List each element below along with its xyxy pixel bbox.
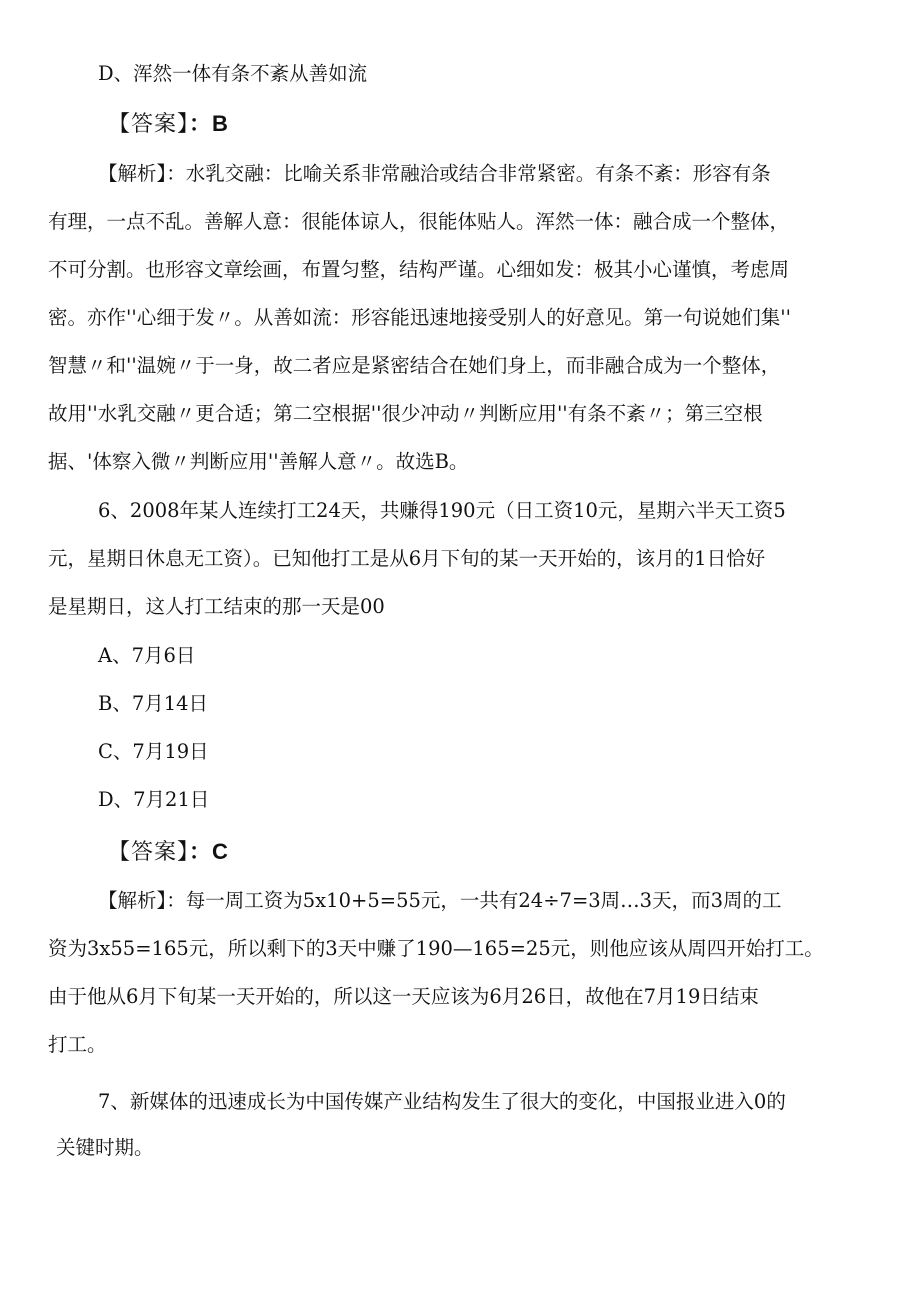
q5-analysis-label: 【解析】 — [98, 162, 167, 185]
q5-answer-value: ：B — [189, 111, 229, 136]
q6-option-b: B、7月14日 — [98, 692, 209, 715]
q5-analysis-line-6: 故用''水乳交融〃更合适；第二空根据''很少冲动〃判断应用''有条不紊〃；第三空根 — [48, 402, 763, 425]
q6-answer-label: 【答案】 — [108, 839, 190, 864]
prev-option-d: D、浑然一体有条不紊从善如流 — [98, 62, 368, 85]
q6-analysis-line-2: 资为3x55=165元，所以剩下的3天中赚了190—165=25元，则他应该从周四开始打工。 — [48, 937, 824, 960]
q6-question-line-2: 元，星期日休息无工资）。已知他打工是从6月下旬的某一天开始的，该月的1日恰好 — [48, 547, 766, 570]
q6-option-d: D、7月21日 — [98, 788, 210, 811]
q5-analysis-line-4: 密。亦作''心细于发〃。从善如流：形容能迅速地接受别人的好意见。第一句说她们集'' — [48, 306, 791, 329]
q6-analysis-label: 【解析】 — [98, 889, 167, 912]
q6-question-line-1: 6、2008年某人连续打工24天，共赚得190元（日工资10元，星期六半天工资5 — [98, 499, 786, 522]
q5-analysis-line-3: 不可分割。也形容文章绘画，布置匀整，结构严谨。心细如发：极其小心谨慎，考虑周 — [48, 258, 790, 281]
q7-question-line-1: 7、新媒体的迅速成长为中国传媒产业结构发生了很大的变化，中国报业进入0的 — [98, 1090, 786, 1113]
q6-analysis-line-4: 打工。 — [48, 1033, 107, 1056]
q5-analysis-line-7: 据、'体察入微〃判断应用''善解人意〃。故选B。 — [48, 450, 469, 473]
q5-answer-label: 【答案】 — [108, 111, 190, 136]
q5-analysis-text-1: ：水乳交融：比喻关系非常融洽或结合非常紧密。有条不紊：形容有条 — [166, 162, 771, 185]
q6-analysis-line-3: 由于他从6月下旬某一天开始的，所以这一天应该为6月26日，故他在7月19日结束 — [48, 985, 759, 1008]
q6-analysis-line-1 — [98, 889, 920, 913]
q6-answer — [108, 838, 229, 866]
q5-answer — [108, 110, 229, 138]
q6-option-a: A、7月6日 — [98, 644, 196, 667]
q6-analysis-text-1: ：每一周工资为5x10+5=55元，一共有24÷7=3周…3天，而3周的工 — [166, 889, 782, 912]
q6-answer-value: ：C — [189, 839, 229, 864]
q6-option-c: C、7月19日 — [98, 740, 209, 763]
q5-analysis-line-1 — [98, 162, 920, 186]
q6-question-line-3: 是星期日，这人打工结束的那一天是00 — [48, 595, 385, 618]
q5-analysis-line-5: 智慧〃和''温婉〃于一身，故二者应是紧密结合在她们身上，而非融合成为一个整体， — [48, 354, 781, 377]
q7-question-line-2: 关键时期。 — [56, 1136, 154, 1159]
q5-analysis-line-2: 有理，一点不乱。善解人意：很能体谅人，很能体贴人。浑然一体：融合成一个整体， — [48, 210, 790, 233]
